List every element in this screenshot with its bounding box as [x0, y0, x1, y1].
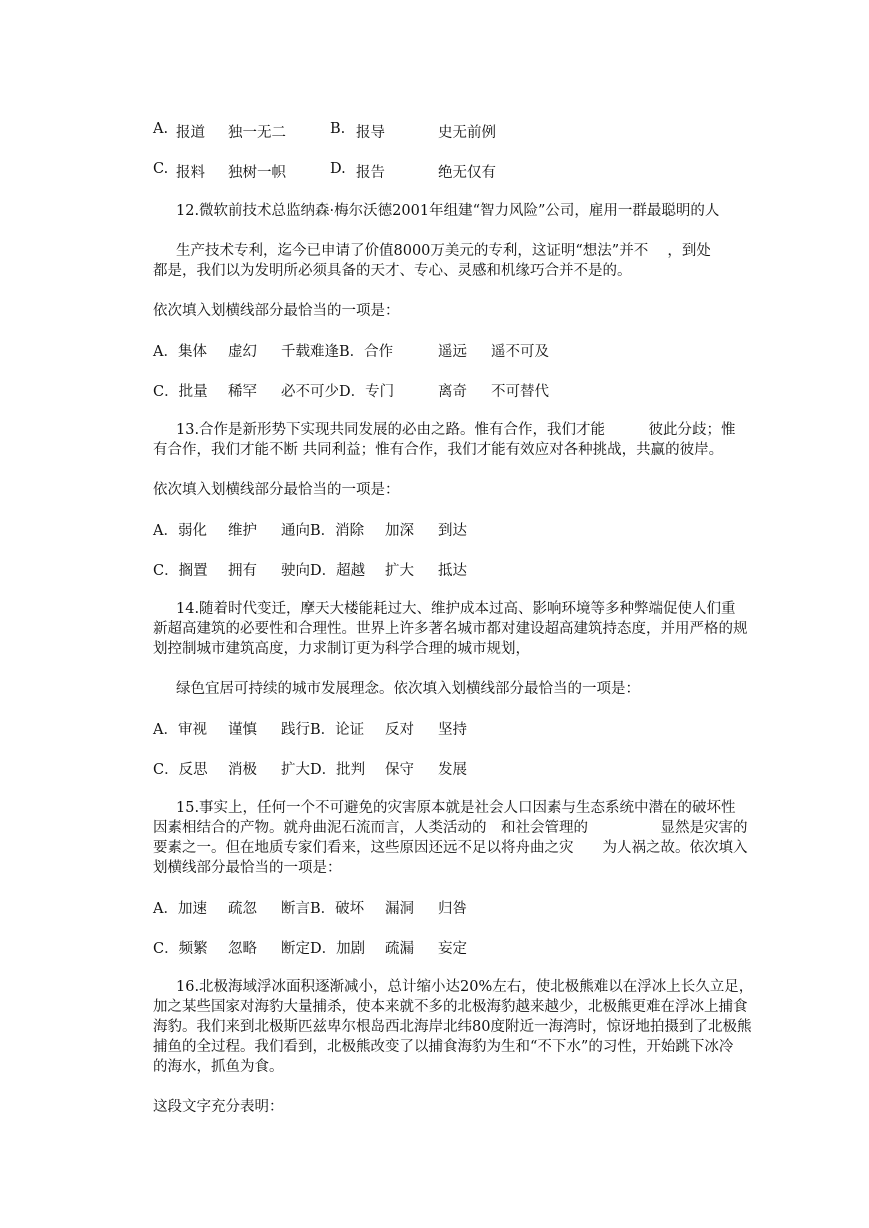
question-text: 都是，我们以为发明所必须具备的天才、专心、灵感和机缘巧合并不是的。 — [153, 263, 632, 279]
question-text: 生产技术专利，迄今已申请了价值8000万美元的专利，这证明“想法”并不 ，到处 — [176, 243, 711, 259]
option-word: 扩大 — [385, 563, 414, 579]
option-letter: C. — [153, 161, 169, 177]
option-word: 维护 — [228, 523, 257, 539]
question-prompt: 这段文字充分表明： — [153, 1099, 284, 1115]
option-word: 驶向D．超越 — [281, 563, 366, 579]
question-text: 海豹。我们来到北极斯匹兹卑尔根岛西北海岸北纬80度附近一海湾时，惊讶地拍摄到了北极熊 — [153, 1019, 752, 1035]
question-text: 的海水，抓鱼为食。 — [153, 1059, 284, 1075]
option-a: A．弱化 — [153, 523, 207, 539]
option-word: 疏漏 — [385, 941, 414, 957]
option-c: C．反思 — [153, 762, 208, 778]
option-word: 到达 — [438, 523, 467, 539]
option-word: 不可替代 — [491, 384, 549, 400]
question-text: 有合作，我们才能不断 共同利益；惟有合作，我们才能有效应对各种挑战，共赢的彼岸。 — [153, 442, 724, 458]
option-word: 报料 — [176, 165, 205, 181]
question-text: 划控制城市建筑高度，力求制订更为科学合理的城市规划， — [153, 641, 530, 657]
option-a: A．审视 — [153, 722, 207, 738]
option-c: C．搁置 — [153, 563, 208, 579]
option-word: 断定D．加剧 — [281, 941, 366, 957]
question-text: 15.事实上，任何一个不可避免的灾害原本就是社会人口因素与生态系统中潜在的破坏性 — [176, 800, 736, 816]
option-word: 消极 — [228, 762, 257, 778]
option-a: A．加速 — [153, 901, 207, 917]
question-prompt: 依次填入划横线部分最恰当的一项是： — [153, 303, 400, 319]
option-word: 谨慎 — [228, 722, 257, 738]
option-word: 发展 — [438, 762, 467, 778]
option-c: C．频繁 — [153, 941, 208, 957]
option-word: 妄定 — [438, 941, 467, 957]
option-word: 保守 — [385, 762, 414, 778]
question-text: 加之某些国家对海豹大量捕杀，使本来就不多的北极海豹越来越少，北极熊更难在浮冰上捕食 — [153, 999, 748, 1015]
question-text: 新超高建筑的必要性和合理性。世界上许多著名城市都对建设超高建筑持态度，并用严格的规 — [153, 621, 748, 637]
option-word: 史无前例 — [438, 125, 496, 141]
option-word: 报告 — [356, 165, 385, 181]
option-word: 虚幻 — [228, 344, 257, 360]
question-text: 捕鱼的全过程。我们看到，北极熊改变了以捕食海豹为生和“不下水”的习性，开始跳下冰冷 — [153, 1039, 734, 1055]
option-word: 千载难逢B．合作 — [281, 344, 394, 360]
option-a: A．集体 — [153, 344, 207, 360]
option-word: 报导 — [356, 125, 385, 141]
option-c: C．批量 — [153, 384, 208, 400]
option-letter: B. — [330, 121, 346, 137]
option-word: 必不可少D．专门 — [281, 384, 395, 400]
option-word: 忽略 — [228, 941, 257, 957]
option-word: 归咎 — [438, 901, 467, 917]
option-word: 拥有 — [228, 563, 257, 579]
question-text: 14.随着时代变迁，摩天大楼能耗过大、维护成本过高、影响环境等多种弊端促使人们重 — [176, 601, 736, 617]
option-letter: D. — [330, 161, 346, 177]
option-word: 遥不可及 — [491, 344, 549, 360]
option-word: 独一无二 — [228, 125, 286, 141]
option-word: 离奇 — [438, 384, 467, 400]
option-word: 加深 — [385, 523, 414, 539]
question-text: 因素相结合的产物。就舟曲泥石流而言，人类活动的 和社会管理的 显然是灾害的 — [153, 820, 748, 836]
question-text: 划横线部分最恰当的一项是： — [153, 860, 342, 876]
option-letter: A. — [153, 121, 169, 137]
option-word: 漏洞 — [385, 901, 414, 917]
question-text: 13.合作是新形势下实现共同发展的必由之路。惟有合作，我们才能 彼此分歧；惟 — [176, 422, 736, 438]
question-text: 要素之一。但在地质专家们看来，这些原因还远不足以将舟曲之灾 为人祸之故。依次填入 — [153, 840, 748, 856]
option-word: 通向B．消除 — [281, 523, 365, 539]
option-word: 反对 — [385, 722, 414, 738]
option-word: 断言B．破坏 — [281, 901, 365, 917]
option-word: 独树一帜 — [228, 165, 286, 181]
question-prompt: 依次填入划横线部分最恰当的一项是： — [153, 482, 400, 498]
option-word: 抵达 — [438, 563, 467, 579]
option-word: 绝无仅有 — [438, 165, 496, 181]
option-word: 践行B．论证 — [281, 722, 365, 738]
question-text: 16.北极海域浮冰面积逐渐减小，总计缩小达20%左右，使北极熊难以在浮冰上长久立足， — [176, 979, 754, 995]
option-word: 坚持 — [438, 722, 467, 738]
option-word: 报道 — [176, 125, 205, 141]
option-word: 扩大D．批判 — [281, 762, 366, 778]
option-word: 疏忽 — [228, 901, 257, 917]
option-word: 稀罕 — [228, 384, 257, 400]
question-text: 绿色宜居可持续的城市发展理念。依次填入划横线部分最恰当的一项是： — [176, 681, 640, 697]
question-text: 12.微软前技术总监纳森·梅尔沃德2001年组建“智力风险”公司，雇用一群最聪明的人 — [176, 203, 720, 219]
option-word: 遥远 — [438, 344, 467, 360]
